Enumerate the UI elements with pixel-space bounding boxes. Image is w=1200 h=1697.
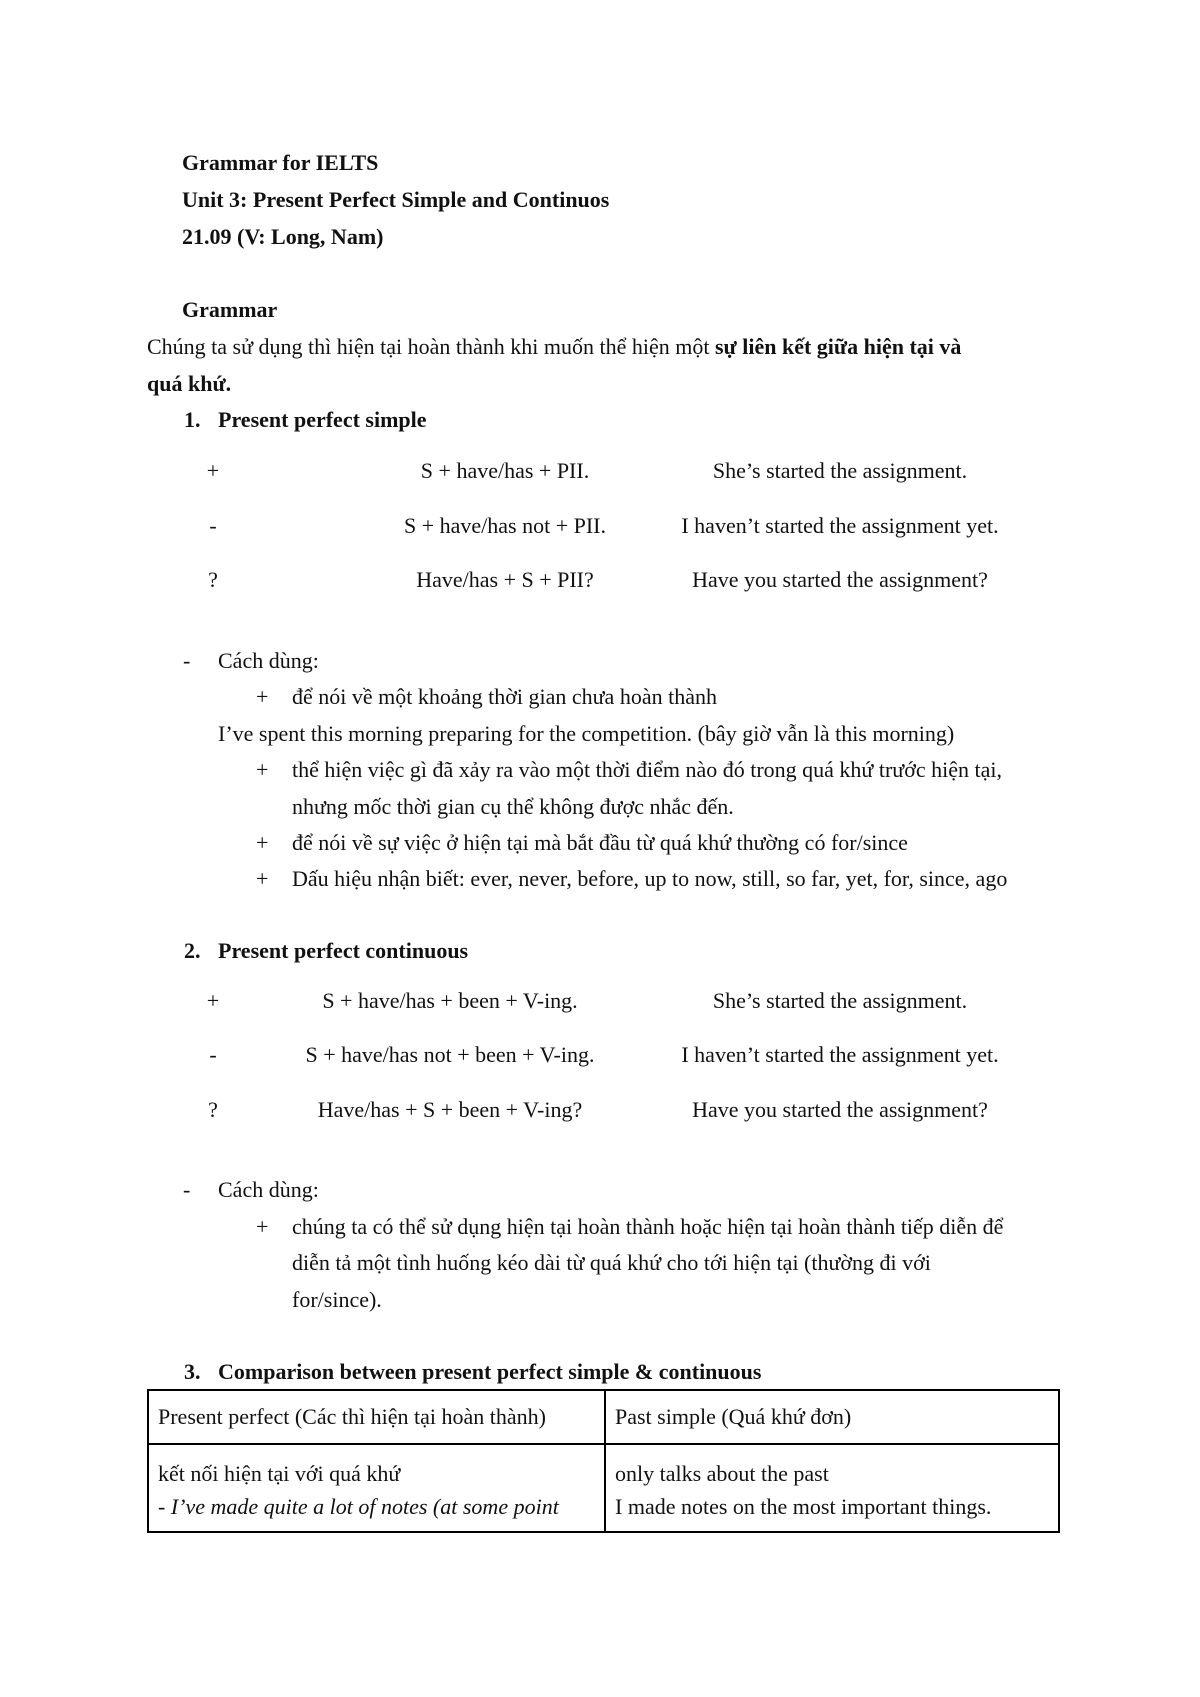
usage-bullet-continuation: diễn tả một tình huống kéo dài từ quá khứ cho tới hiện tại (thường đi với xyxy=(292,1250,931,1275)
grammar-intro-line2: quá khứ. xyxy=(147,371,232,396)
formula: S + have/has + PII. xyxy=(420,458,590,483)
table-row xyxy=(148,1444,1059,1532)
formula: S + have/has not + PII. xyxy=(403,513,607,538)
grammar-intro-text: Chúng ta sử dụng thì hiện tại hoàn thành khi muốn thể hiện một xyxy=(147,334,715,359)
document-title: Grammar for IELTS xyxy=(182,150,379,175)
usage-bullet: Dấu hiệu nhận biết: ever, never, before, up to now, still, so far, yet, for, since, ago xyxy=(292,866,1008,891)
usage-bullet: chúng ta có thể sử dụng hiện tại hoàn thành hoặc hiện tại hoàn thành tiếp diễn để xyxy=(292,1214,1004,1239)
usage-bullet: thể hiện việc gì đã xảy ra vào một thời điểm nào đó trong quá khứ trước hiện tại, xyxy=(292,757,1002,782)
usage-example: I’ve spent this morning preparing for the competition. (bây giờ vẫn là this morning) xyxy=(218,721,955,746)
formula-sign: - xyxy=(209,1042,217,1067)
table-cell-text: kết nối hiện tại với quá khứ xyxy=(158,1461,401,1486)
formula: S + have/has + been + V-ing. xyxy=(322,988,578,1013)
unit-title: Unit 3: Present Perfect Simple and Continuos xyxy=(182,187,610,212)
section3-number: 3. xyxy=(184,1359,201,1384)
bullet-marker: + xyxy=(256,684,269,709)
formula-example: I haven’t started the assignment yet. xyxy=(681,513,999,538)
section2-number: 2. xyxy=(184,938,201,963)
formula-example: I haven’t started the assignment yet. xyxy=(681,1042,999,1067)
formula-example: She’s started the assignment. xyxy=(712,458,968,483)
formula-sign: + xyxy=(206,458,220,483)
bullet-marker: + xyxy=(256,1214,269,1239)
formula-sign: - xyxy=(209,513,217,538)
lesson-date: 21.09 (V: Long, Nam) xyxy=(182,224,384,249)
usage-dash: - xyxy=(183,1177,191,1202)
formula-sign: + xyxy=(206,988,220,1013)
formula: S + have/has not + been + V-ing. xyxy=(305,1042,595,1067)
table-cell-text: only talks about the past xyxy=(615,1461,829,1486)
bullet-marker: + xyxy=(256,757,269,782)
table-header-cell: Past simple (Quá khứ đơn) xyxy=(605,1390,1059,1444)
formula: Have/has + S + been + V-ing? xyxy=(317,1097,583,1122)
comparison-table xyxy=(147,1389,1060,1533)
formula-example: She’s started the assignment. xyxy=(712,988,968,1013)
table-header-cell: Present perfect (Các thì hiện tại hoàn thành) xyxy=(148,1390,605,1444)
usage-label: Cách dùng: xyxy=(218,648,319,673)
usage-bullet: để nói về một khoảng thời gian chưa hoàn thành xyxy=(292,684,717,709)
formula-sign: ? xyxy=(208,1097,218,1122)
table-cell-example: I made notes on the most important things. xyxy=(615,1494,992,1519)
section2-title: Present perfect continuous xyxy=(218,938,469,963)
table-cell xyxy=(605,1444,1059,1532)
usage-dash: - xyxy=(183,648,191,673)
section3-title: Comparison between present perfect simple & continuous xyxy=(218,1359,762,1384)
bullet-marker: + xyxy=(256,866,269,891)
section1-number: 1. xyxy=(184,407,201,432)
bullet-marker: + xyxy=(256,830,269,855)
formula-example: Have you started the assignment? xyxy=(692,1097,988,1122)
usage-label: Cách dùng: xyxy=(218,1177,319,1202)
section1-title: Present perfect simple xyxy=(218,407,427,432)
usage-bullet-continuation: nhưng mốc thời gian cụ thể không được nhắc đến. xyxy=(292,794,734,819)
table-header-row xyxy=(148,1390,1059,1444)
formula-example: Have you started the assignment? xyxy=(692,567,988,592)
grammar-intro-emphasis: sự liên kết giữa hiện tại và xyxy=(714,334,962,359)
formula-sign: ? xyxy=(208,567,218,592)
table-cell xyxy=(148,1444,605,1532)
grammar-intro xyxy=(147,334,961,360)
usage-bullet-continuation: for/since). xyxy=(292,1287,382,1312)
table-cell-example: - I’ve made quite a lot of notes (at some point xyxy=(158,1494,559,1519)
grammar-heading: Grammar xyxy=(182,297,278,322)
formula: Have/has + S + PII? xyxy=(416,567,594,592)
usage-bullet: để nói về sự việc ở hiện tại mà bắt đầu từ quá khứ thường có for/since xyxy=(292,830,908,855)
